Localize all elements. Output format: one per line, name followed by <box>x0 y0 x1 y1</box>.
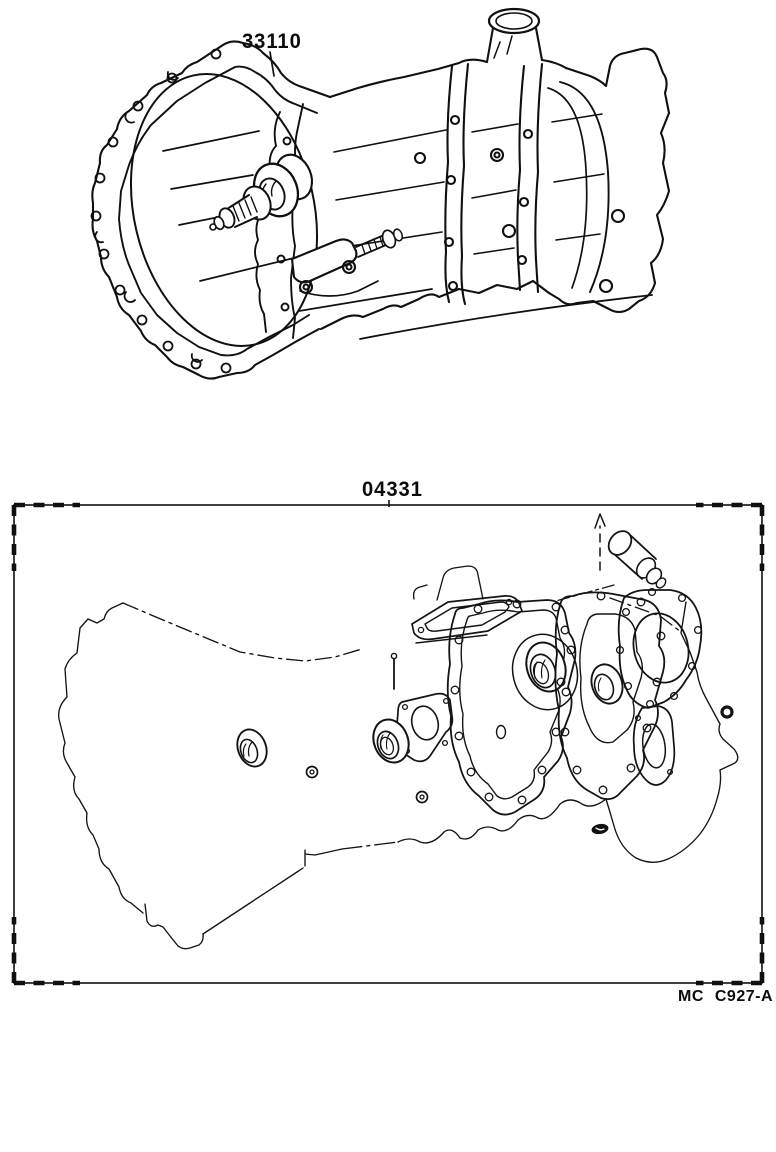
oil-seal-left <box>232 725 271 770</box>
gasket-dark-oval <box>591 823 609 836</box>
leader-line-33110 <box>270 52 274 76</box>
part-number-gasket-kit: 04331 <box>362 478 423 501</box>
straight-pin <box>391 653 396 689</box>
flange-notches <box>95 72 202 362</box>
bottom-sweep-line-2 <box>360 295 652 339</box>
case-top-edge <box>330 63 459 97</box>
extension-housing-edge <box>549 113 669 312</box>
rear-top-block <box>566 49 669 113</box>
rear-bearing-seal <box>587 660 628 707</box>
plug-leader-arrow <box>595 514 605 570</box>
part-number-transmission: 33110 <box>242 30 302 53</box>
case-ribs <box>334 114 604 254</box>
flange-bolt-holes <box>92 50 231 373</box>
case-bottom-edge <box>321 281 549 329</box>
shift-tower <box>459 9 566 68</box>
figure-plate-code: MC C927-A <box>678 988 773 1005</box>
o-ring-small-right <box>722 707 732 717</box>
input-shaft <box>210 149 318 230</box>
bottom-sweep-line <box>299 289 432 311</box>
case-flange-bands <box>445 64 542 304</box>
clutch-release-cylinder <box>292 228 404 296</box>
gasket-kit-illustration <box>59 514 738 949</box>
o-ring-small-2 <box>417 792 428 803</box>
transmission-illustration <box>92 9 670 379</box>
o-ring-small-1 <box>307 767 318 778</box>
breather-plug <box>604 527 668 590</box>
case-front-face <box>255 104 303 338</box>
